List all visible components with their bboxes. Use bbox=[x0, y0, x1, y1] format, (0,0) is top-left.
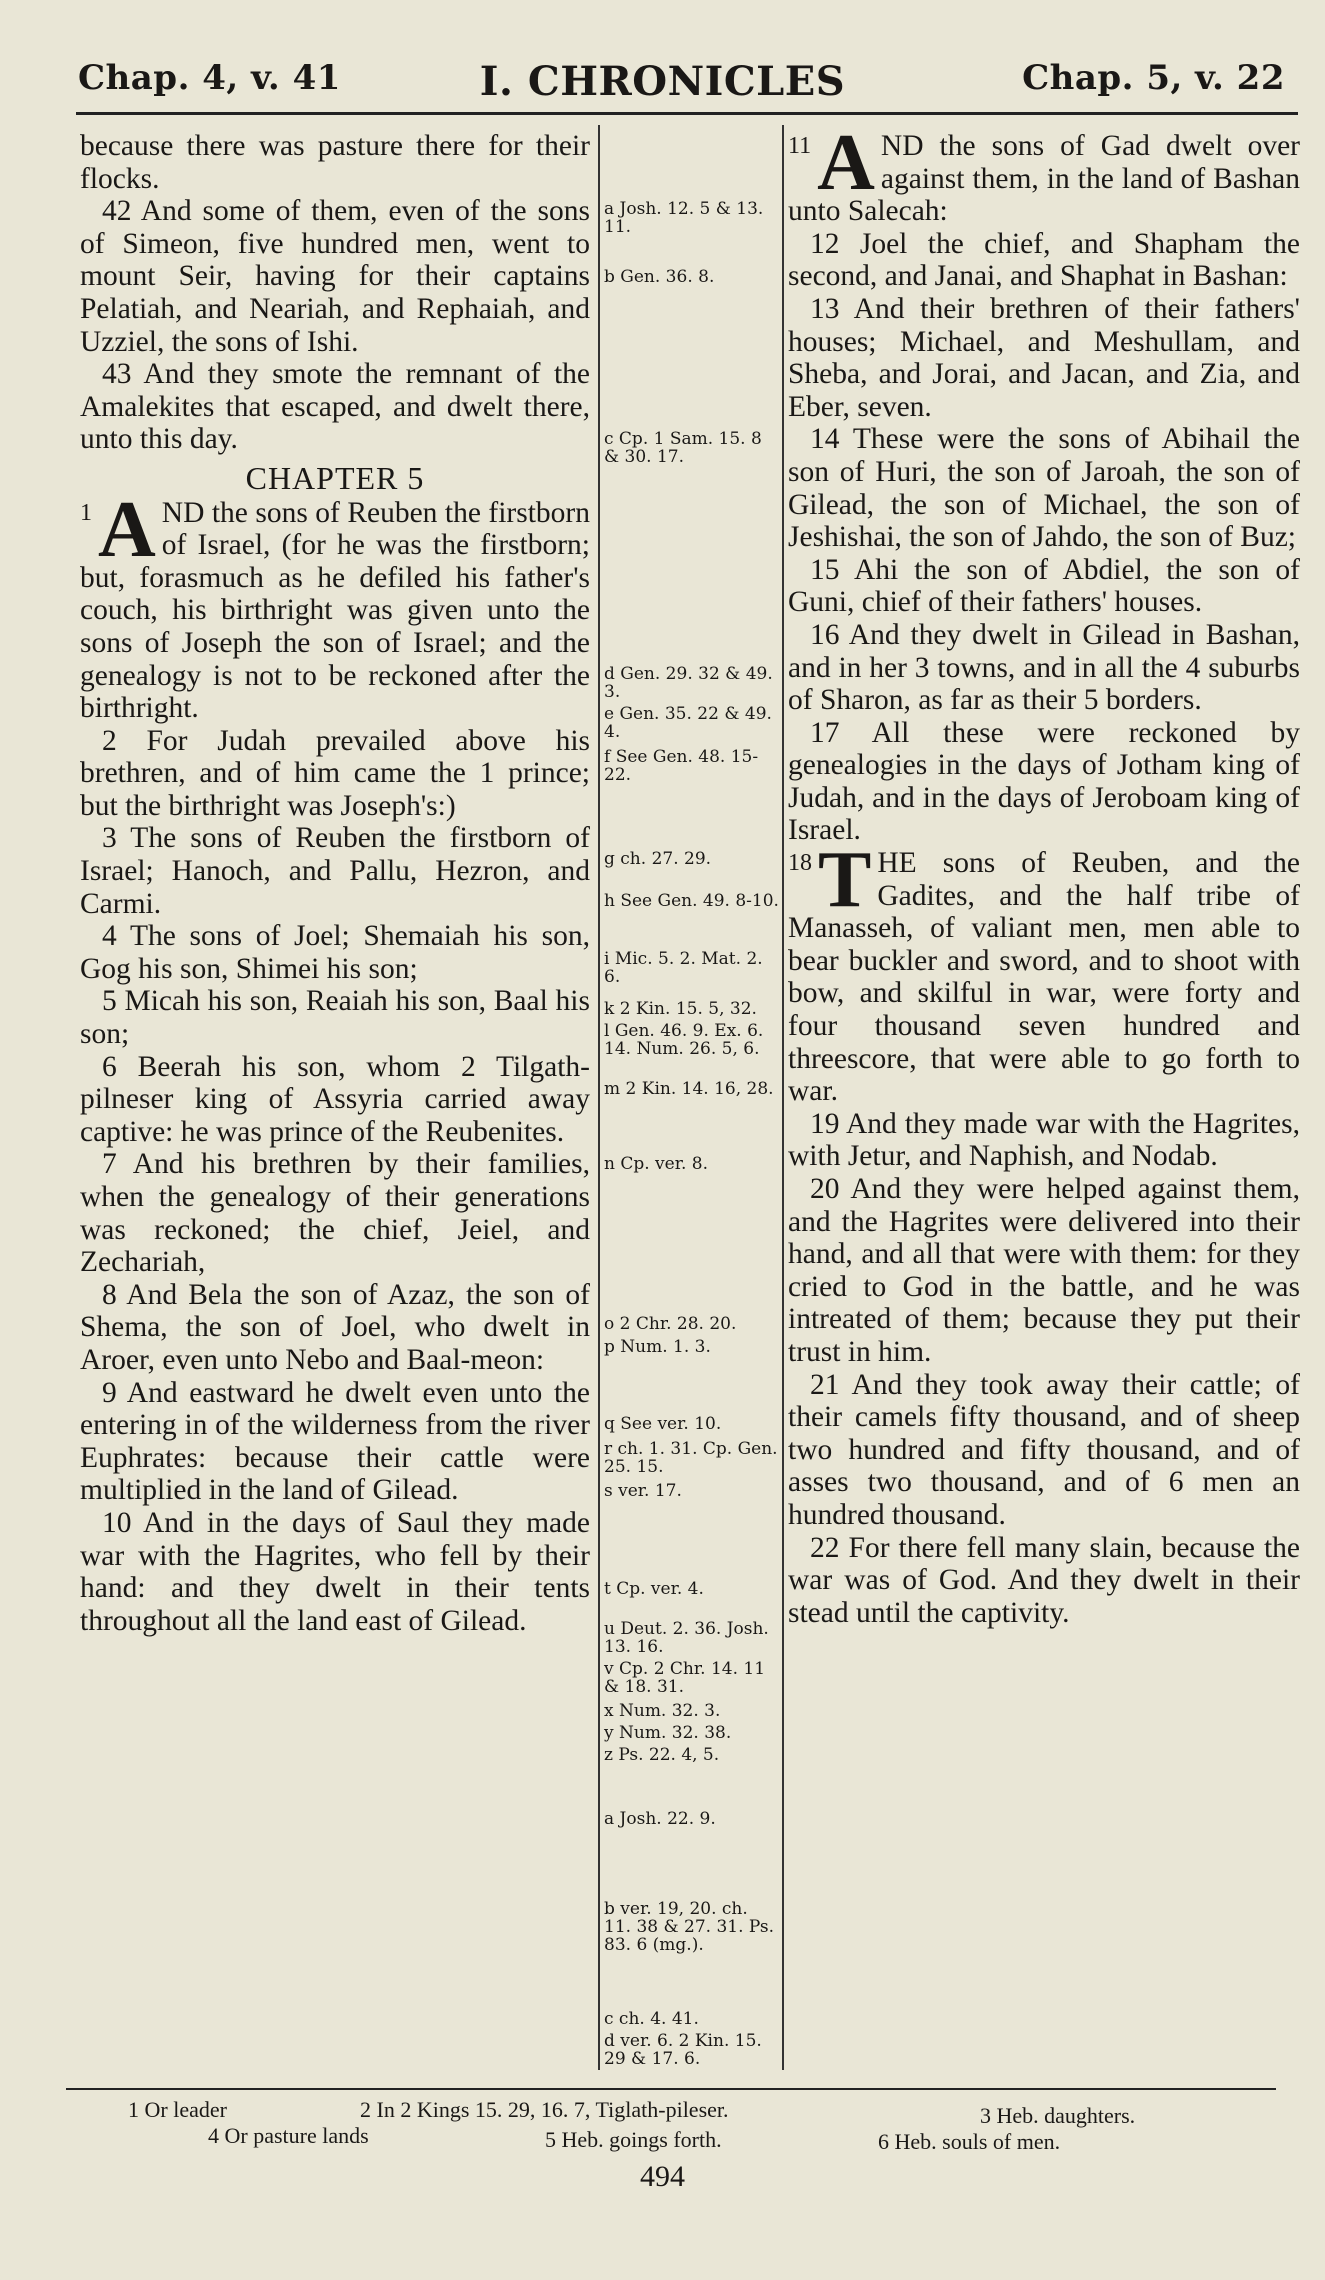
verse-5-20: 20 And they were helped against them, and the Hagrites were delivered into their hand, and all that were with them: for they cried to God in the battle, and he was intreated of them; because they put their trust in him. bbox=[788, 1173, 1300, 1368]
cross-ref: v Cp. 2 Chr. 14. 11 & 18. 31. bbox=[604, 1659, 766, 1697]
cross-ref: q See ver. 10. bbox=[604, 1414, 722, 1434]
footnote-6: 6 Heb. souls of men. bbox=[878, 2129, 1061, 2154]
page-number: 494 bbox=[640, 2160, 685, 2193]
verse-5-2: 2 For Judah prevailed above his brethren, and of him came the 1 prince; but the birthright was Joseph's:) bbox=[80, 724, 590, 822]
verse-5-13: 13 And their brethren of their fathers' houses; Michael, and Meshullam, and Sheba, and Jorai, and Jacan, and Zia, and Eber, seven. bbox=[788, 292, 1300, 423]
left-text-column bbox=[80, 130, 590, 1637]
cross-ref: k 2 Kin. 15. 5, 32. bbox=[604, 999, 757, 1019]
verse-4-43: 43 And they smote the remnant of the Amalekites that escaped, and dwelt there, unto this day. bbox=[80, 358, 590, 456]
verse-number: 18 bbox=[788, 850, 812, 877]
footnote-2: 2 In 2 Kings 15. 29, 16. 7, Tiglath-pileser. bbox=[360, 2097, 729, 2122]
verse-text: HE sons of Reuben, and the Gadites, and the half tribe of Manasseh, of valiant men, men able to bear buckler and sword, and to shoot with bow, and skilful in war, were forty and four thousand seven hundred and threescore, that were able to go forth to war. bbox=[788, 847, 1300, 1108]
cross-ref: b ver. 19, 20. ch. 11. 38 & 27. 31. Ps. 83. 6 (mg.). bbox=[604, 1899, 774, 1955]
verse-5-9: 9 And eastward he dwelt even unto the entering in of the wilderness from the river Euphrates: because their cattle were multiplied in the land of Gilead. bbox=[80, 1376, 590, 1507]
cross-ref: g ch. 27. 29. bbox=[604, 849, 712, 869]
drop-cap: A bbox=[98, 485, 156, 574]
running-header-left: Chap. 4, v. 41 bbox=[78, 58, 341, 98]
verse-5-4: 4 The sons of Joel; Shemaiah his son, Gog his son, Shimei his son; bbox=[80, 920, 590, 985]
footnote-4: 4 Or pasture lands bbox=[208, 2123, 369, 2148]
cross-ref: a Josh. 12. 5 & 13. 11. bbox=[604, 199, 764, 237]
cross-ref: e Gen. 35. 22 & 49. 4. bbox=[604, 704, 772, 742]
cross-ref: y Num. 32. 38. bbox=[604, 1723, 732, 1743]
verse-5-3: 3 The sons of Reuben the firstborn of Israel; Hanoch, and Pallu, Hezron, and Carmi. bbox=[80, 822, 590, 920]
footnote-rule bbox=[66, 2088, 1276, 2090]
verse-number: 11 bbox=[788, 133, 812, 159]
cross-ref: s ver. 17. bbox=[604, 1481, 682, 1501]
verse-number: 1 bbox=[80, 499, 92, 526]
verse-5-7: 7 And his brethren by their families, when the genealogy of their generations was reckoned; the chief, Jeiel, and Zechariah, bbox=[80, 1148, 590, 1279]
verse-5-6: 6 Beerah his son, whom 2 Tilgath-pilneser king of Assyria carried away captive: he was prince of the Reubenites. bbox=[80, 1050, 590, 1148]
cross-ref: z Ps. 22. 4, 5. bbox=[604, 1745, 720, 1765]
footnote-1: 1 Or leader bbox=[128, 2097, 227, 2122]
cross-ref: c Cp. 1 Sam. 15. 8 & 30. 17. bbox=[604, 429, 762, 467]
verse-5-12: 12 Joel the chief, and Shapham the second, and Janai, and Shaphat in Bashan: bbox=[788, 227, 1300, 293]
cross-ref: h See Gen. 49. 8-10. bbox=[604, 891, 779, 911]
cross-ref: b Gen. 36. 8. bbox=[604, 267, 715, 287]
drop-cap: T bbox=[818, 836, 872, 925]
verse-4-42: 42 And some of them, even of the sons of Simeon, five hundred men, went to mount Seir, having for their captains Pelatiah, and Neariah, and Rephaiah, and Uzziel, the sons of Ishi. bbox=[80, 195, 590, 358]
verse-5-1 bbox=[80, 485, 590, 725]
verse-5-16: 16 And they dwelt in Gilead in Bashan, and in her 3 towns, and in all the 4 suburbs of Sharon, as far as their 5 borders. bbox=[788, 618, 1300, 717]
verse-5-11 bbox=[788, 130, 1300, 228]
drop-cap: A bbox=[817, 130, 875, 207]
cross-ref: d Gen. 29. 32 & 49. 3. bbox=[604, 664, 773, 702]
verse-5-10: 10 And in the days of Saul they made war with the Hagrites, who fell by their hand: and they dwelt in their tents throughout all the land east of Gilead. bbox=[80, 1506, 590, 1637]
verse-5-18 bbox=[788, 836, 1300, 1108]
column-divider-right bbox=[782, 125, 784, 2070]
verse-4-41-continuation: because there was pasture there for their flocks. bbox=[80, 130, 590, 195]
verse-text: ND the sons of Reuben the firstborn of Israel, (for he was the firstborn; but, forasmuch as he defiled his father's couch, his birthright was given unto the sons of Joseph the son of Israel; and the genealogy is not to be reckoned after the birthright. bbox=[80, 496, 590, 725]
cross-ref: n Cp. ver. 8. bbox=[604, 1154, 709, 1174]
cross-ref: u Deut. 2. 36. Josh. 13. 16. bbox=[604, 1619, 769, 1657]
right-text-column bbox=[788, 130, 1300, 1629]
cross-ref: f See Gen. 48. 15-22. bbox=[604, 747, 759, 785]
cross-ref: l Gen. 46. 9. Ex. 6. 14. Num. 26. 5, 6. bbox=[604, 1021, 764, 1059]
cross-ref: m 2 Kin. 14. 16, 28. bbox=[604, 1079, 774, 1099]
verse-5-19: 19 And they made war with the Hagrites, with Jetur, and Naphish, and Nodab. bbox=[788, 1107, 1300, 1173]
chapter-heading: CHAPTER 5 bbox=[245, 459, 425, 496]
cross-ref: t Cp. ver. 4. bbox=[604, 1579, 704, 1599]
verse-5-17: 17 All these were reckoned by genealogies in the days of Jotham king of Judah, and in the days of Jeroboam king of Israel. bbox=[788, 716, 1300, 847]
verse-5-5: 5 Micah his son, Reaiah his son, Baal his son; bbox=[80, 985, 590, 1051]
verse-5-14: 14 These were the sons of Abihail the son of Huri, the son of Jaroah, the son of Gilead, the son of Michael, the son of Jeshishai, the son of Jahdo, the son of Buz; bbox=[788, 423, 1300, 554]
verse-5-21: 21 And they took away their cattle; of their camels fifty thousand, and of sheep two hundred and fifty thousand, and of asses two thousand, and of 6 men an hundred thousand. bbox=[788, 1368, 1300, 1531]
column-divider-left bbox=[598, 125, 600, 2070]
verse-5-22: 22 For there fell many slain, because the war was of God. And they dwelt in their stead until the captivity. bbox=[788, 1531, 1300, 1629]
footnote-5: 5 Heb. goings forth. bbox=[545, 2127, 722, 2152]
cross-ref: x Num. 32. 3. bbox=[604, 1701, 721, 1721]
header-rule bbox=[76, 112, 1298, 115]
running-header-book-title: I. CHRONICLES bbox=[479, 58, 846, 105]
verse-5-15: 15 Ahi the son of Abdiel, the son of Guni, chief of their fathers' houses. bbox=[788, 553, 1300, 619]
verse-text: ND the sons of Gad dwelt over against them, in the land of Bashan unto Salecah: bbox=[788, 130, 1300, 228]
cross-ref: r ch. 1. 31. Cp. Gen. 25. 15. bbox=[604, 1439, 778, 1477]
verse-5-8: 8 And Bela the son of Azaz, the son of Shema, the son of Joel, who dwelt in Aroer, even unto Nebo and Baal-meon: bbox=[80, 1278, 590, 1376]
cross-ref: d ver. 6. 2 Kin. 15. 29 & 17. 6. bbox=[604, 2031, 762, 2069]
cross-ref: i Mic. 5. 2. Mat. 2. 6. bbox=[604, 949, 763, 987]
footnote-3: 3 Heb. daughters. bbox=[980, 2103, 1136, 2128]
cross-ref: p Num. 1. 3. bbox=[604, 1337, 711, 1357]
cross-ref: o 2 Chr. 28. 20. bbox=[604, 1314, 737, 1334]
cross-ref: a Josh. 22. 9. bbox=[604, 1809, 716, 1829]
running-header-right: Chap. 5, v. 22 bbox=[1022, 58, 1285, 98]
cross-ref: c ch. 4. 41. bbox=[604, 2009, 699, 2029]
